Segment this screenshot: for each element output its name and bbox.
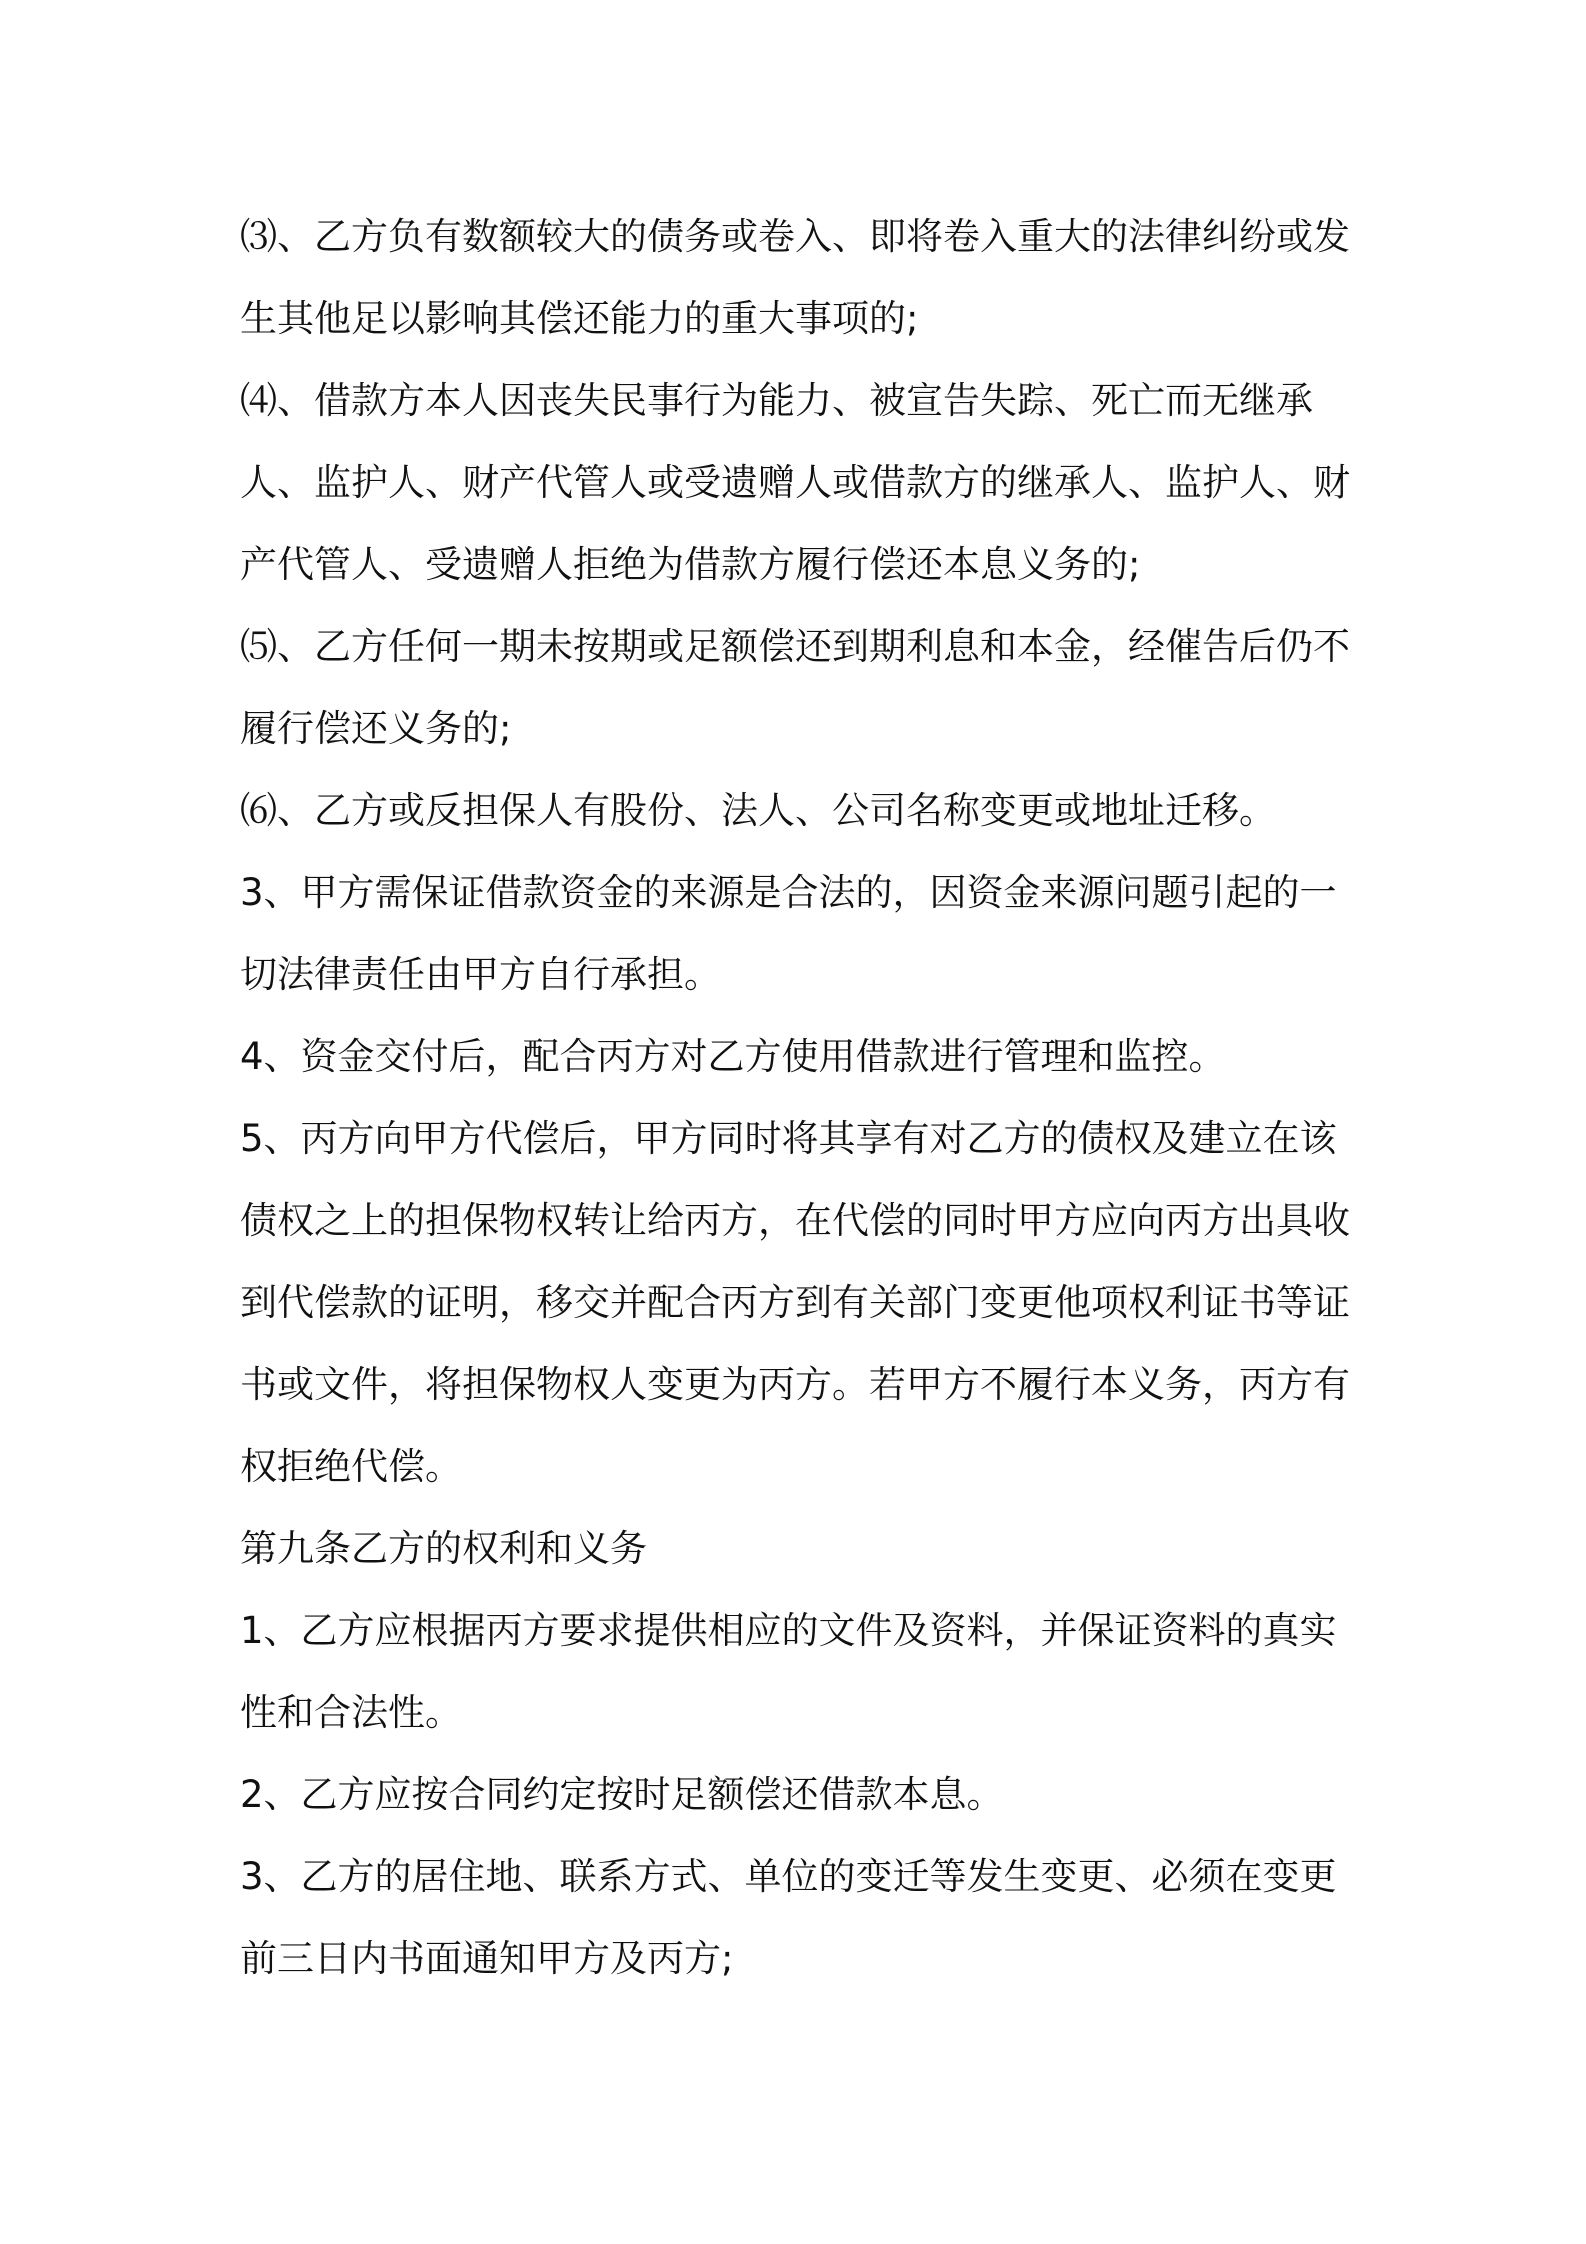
section-heading-article-9: 第九条乙方的权利和义务 [240, 1527, 647, 1570]
document-body [240, 196, 1356, 2000]
paragraph-clause-3-debt: ⑶、乙方负有数额较大的债务或卷入、即将卷入重大的法律纠纷或发生其他足以影响其偿还能力的重大事项的; [240, 215, 1350, 340]
paragraph-article9-item-2: 2、乙方应按合同约定按时足额偿还借款本息。 [240, 1773, 1004, 1816]
paragraph-article9-item-1: 1、乙方应根据丙方要求提供相应的文件及资料，并保证资料的真实性和合法性。 [240, 1609, 1337, 1734]
paragraph-clause-5-default: ⑸、乙方任何一期未按期或足额偿还到期利息和本金，经催告后仍不履行偿还义务的; [240, 625, 1350, 750]
paragraph-item-5-subrogation: 5、丙方向甲方代偿后，甲方同时将其享有对乙方的债权及建立在该债权之上的担保物权转让给丙方，在代偿的同时甲方应向丙方出具收到代偿款的证明，移交并配合丙方到有关部门变更他项权利证书等证书或文件，将担保物权人变更为丙方。若甲方不履行本义务，丙方有权拒绝代偿。 [240, 1117, 1350, 1488]
paragraph-clause-4-incapacity: ⑷、借款方本人因丧失民事行为能力、被宣告失踪、死亡而无继承人、监护人、财产代管人或受遗赠人或借款方的继承人、监护人、财产代管人、受遗赠人拒绝为借款方履行偿还本息义务的; [240, 379, 1350, 586]
paragraph-clause-6-change: ⑹、乙方或反担保人有股份、法人、公司名称变更或地址迁移。 [240, 789, 1276, 832]
paragraph-item-3-fund-source: 3、甲方需保证借款资金的来源是合法的，因资金来源问题引起的一切法律责任由甲方自行承担。 [240, 871, 1337, 996]
paragraph-item-4-supervision: 4、资金交付后，配合丙方对乙方使用借款进行管理和监控。 [240, 1035, 1226, 1078]
paragraph-article9-item-3: 3、乙方的居住地、联系方式、单位的变迁等发生变更、必须在变更前三日内书面通知甲方及丙方; [240, 1855, 1337, 1980]
